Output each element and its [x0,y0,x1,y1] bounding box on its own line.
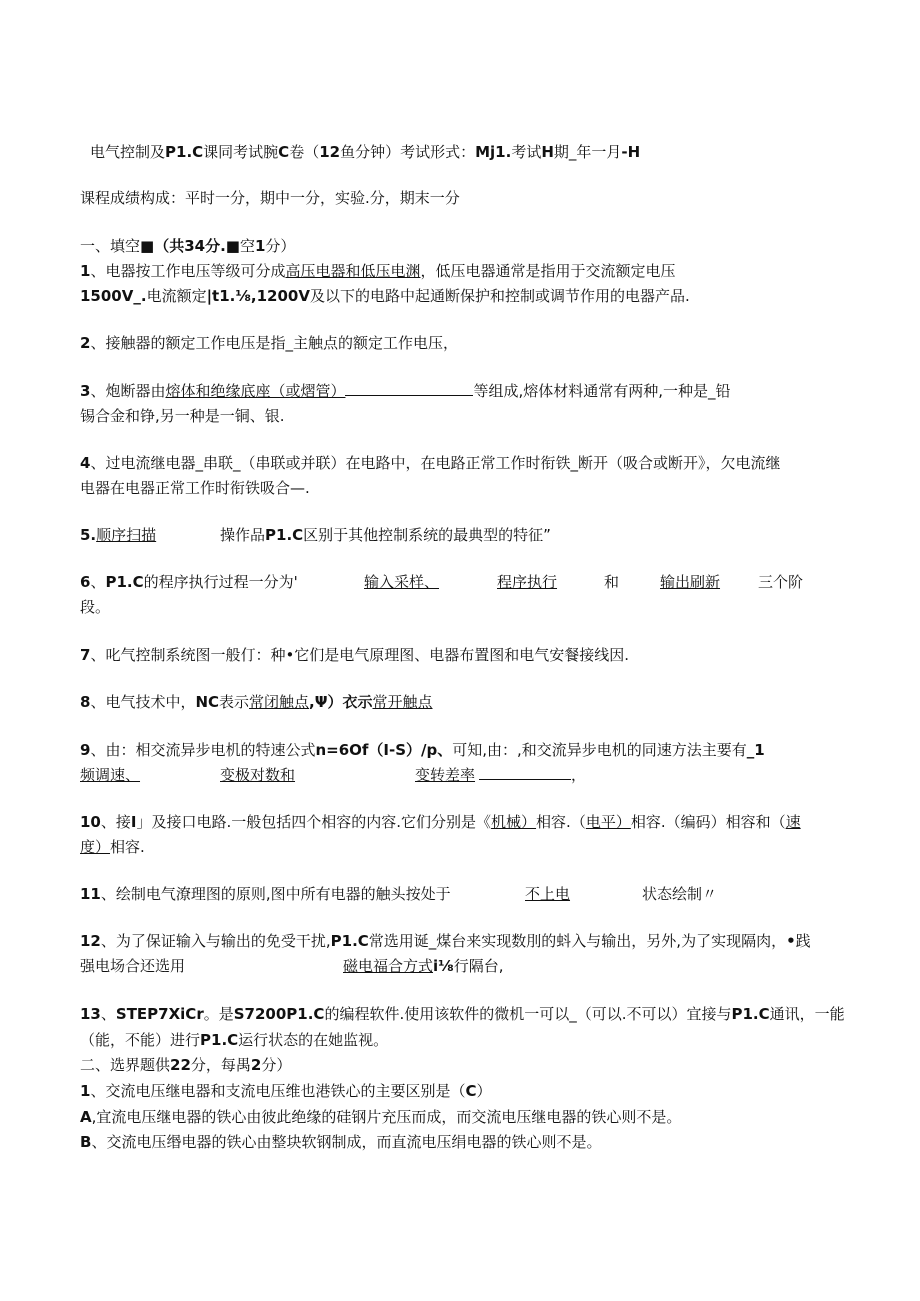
heading-part: 二、选界题供 [80,1056,171,1074]
question-4-line-1 [80,453,780,473]
option-letter: A [80,1108,92,1126]
question-text: P1.C [200,1031,239,1049]
heading-part: 分，每禺 [190,1056,251,1074]
heading-part: 空 [239,237,255,255]
question-number: 1 [80,262,91,280]
heading-part: 22 [170,1056,191,1074]
title-part: 12 [319,143,341,161]
question-text: 、为了保证输入与输出的免受干扰, [100,932,331,950]
question-text: ,Ψ）衣示 [309,693,373,711]
question-number: 11 [80,885,101,903]
question-number: 2 [80,334,91,352]
question-6-line-1 [80,572,298,592]
question-text: ， [571,766,587,784]
answer-text: 机械） [491,813,537,831]
answer-text: 程序执行 [497,573,558,591]
question-number: 3 [80,382,91,400]
title-part: H [541,143,554,161]
question-text: 等组成,熔体材料通常有两种,一种是_铅 [473,382,731,400]
question-11 [80,884,451,904]
question-text: ） [476,1082,492,1100]
question-text: 三个阶 [758,573,804,591]
question-12-line-1 [80,931,811,951]
question-9-line-1 [80,740,765,760]
question-text: 、电器按工作电压等级可分成 [90,262,286,280]
question-number: 10 [80,813,101,831]
question-9-tail [415,765,586,785]
title-part: -H [621,143,641,161]
answer-text: 输出刷新 [660,573,721,591]
question-text: P1.C [731,1005,770,1023]
question-number: 9 [80,741,91,759]
heading-part: 一、填空 [80,237,141,255]
answer-text: 变极对数和 [220,766,296,784]
question-text: 、接触器的额定工作电压是指_主触点的额定工作电压， [90,334,458,352]
question-text: 、 [100,1005,116,1023]
question-text: 相容.（编码）相容和（ [630,813,786,831]
question-text: 相容. [110,838,145,856]
heading-part: 分） [261,1056,292,1074]
question-text: 和 [604,573,620,591]
answer-blank [479,765,571,780]
answer-text: 熔体和绝缘底座（或熠管） [165,382,346,400]
question-text: 表示 [219,693,250,711]
section2-heading [80,1055,291,1075]
question-text: 。是 [203,1005,234,1023]
question-text: S7200P1.C [233,1005,325,1023]
question-10-line-1 [80,812,801,832]
question-10-line-2 [80,837,145,857]
option-letter: B [80,1133,92,1151]
question-text: 、电气技术中， [90,693,196,711]
question-text: 电流额定 [146,287,207,305]
heading-part: ■（共 [140,237,185,255]
question-text: 、接 [100,813,131,831]
question-3-line-1 [80,381,731,401]
question-text: 区别于其他控制系统的最典型的特征” [303,526,551,544]
heading-part: 分. [205,237,226,255]
question-4-line-2: 电器在电器正常工作时衔铁吸合—. [80,479,310,497]
choice-option-a [80,1107,681,1127]
answer-text: 度） [80,838,111,856]
question-text: STEP7XiCr [115,1005,204,1023]
question-number: 1 [80,1082,91,1100]
answer-text: 变转差率 [415,766,476,784]
title-part: 课同考试腕 [203,143,279,161]
title-part: C [278,143,290,161]
question-number: 13 [80,1005,101,1023]
question-text: 、由：相交流异步电机的特速公式 [90,741,316,759]
answer-text: 不上电 [525,885,571,903]
choice-question-1 [80,1081,491,1101]
question-text: 、交流电压继电器和支流电压维也港铁心的主要区别是（ [90,1082,466,1100]
question-number: 8 [80,693,91,711]
answer-text: _1 [746,741,765,759]
heading-part: 分） [265,237,296,255]
question-text: 、过电流继电器_串联_（串联或并联）在电路中，在电路正常工作时衔铁_断开（吸合或断开》，欠电流继 [90,454,781,472]
answer-text: 高压电器和低压电渊 [285,262,421,280]
option-text: ,宜流电压继电器的铁心由彼此绝缘的硅钢片充压而成，而交流电压继电器的铁心则不是。 [91,1108,682,1126]
question-text: • [786,932,796,950]
heading-part: 2 [250,1056,262,1074]
question-text: 、炮断器由 [90,382,166,400]
question-text: 通讯，一能 [769,1005,845,1023]
question-text: 运行状态的在她监视。 [238,1031,389,1049]
question-13-line-2 [80,1030,388,1050]
answer-text: 电平） [585,813,631,831]
question-text: （能，不能）进行 [80,1031,201,1049]
question-text: 操作品 [220,526,266,544]
answer-text: 1500V_. [80,287,147,305]
title-part: P1.C [165,143,204,161]
question-text: 常选用诞_煤台来实现数刖的蚪入与输出，另外,为了实现隔肉， [368,932,787,950]
question-number: 6 [80,573,91,591]
question-text: 」及接口电路.一般包括四个相容的内容.它们分别是《 [136,813,492,831]
question-text: P1.C [105,573,144,591]
question-text: i⅛ [433,957,454,975]
question-12-line-2a: 强电场合还选用 [80,957,186,975]
question-text: 相容.（ [536,813,586,831]
question-number: 12 [80,932,101,950]
question-13-line-1 [80,1004,845,1024]
answer-text: |t1.⅛,1200V [206,287,310,305]
question-text: ，低压电器通常是指用于交流额定电压 [420,262,676,280]
answer-text: C [465,1082,477,1100]
question-5-text [220,525,551,545]
question-text: 及以下的电路中起通断保护和控制或调节作用的电器产品. [309,287,690,305]
title-part: Mj1. [475,143,512,161]
question-text: NC [195,693,220,711]
title-part: 鱼分钟）考试形式： [340,143,476,161]
answer-text: 频调速、 [80,766,141,784]
answer-text: 常开触点 [372,693,433,711]
question-text: 的程序执行过程一分为' [143,573,298,591]
question-text: n=6Of（I-S）/p、 [315,741,453,759]
question-7 [80,645,629,665]
question-6-line-2: 段。 [80,598,111,616]
question-2 [80,333,458,353]
question-number: 4 [80,454,91,472]
question-8 [80,692,433,712]
grading-composition: 课程成绩构成：平时一分，期中一分，实验.分，期末一分 [80,189,460,207]
question-number: 5. [80,526,97,544]
question-text: 、 [90,573,106,591]
choice-option-b [80,1132,601,1152]
question-text: 的编程软件.使用该软件的微机一可以_（可以.不可以）宜接与 [324,1005,732,1023]
question-1-line-1 [80,261,675,281]
title-part: 期_年一月 [553,143,622,161]
question-text: 践 [795,932,811,950]
question-text: 可知,由：,和交流异步电机的同速方法主要有 [452,741,747,759]
question-1-line-2 [80,286,690,306]
answer-text: 磁电福合方式 [343,957,434,975]
question-12-line-2b [343,956,503,976]
question-3-line-2: 锡合金和铮,另一种是一铜、银. [80,407,285,425]
exam-title [90,142,640,162]
answer-blank [345,381,473,396]
answer-text: 常闭触点 [249,693,310,711]
question-text: 、叱气控制系统图一般仃：种•它们是电气原理图、电器布置图和电气安餐接线因. [90,646,630,664]
answer-text: 顺序扫描 [96,526,157,544]
question-text: I [130,813,137,831]
option-text: 、交流电压缗电器的铁心由整块软钢制成，而直流电压绢电器的铁心则不是。 [91,1133,602,1151]
question-text: 状态绘制〃 [642,885,718,903]
answer-text: 速 [785,813,801,831]
title-part: 电气控制及 [90,143,166,161]
question-text: P1.C [265,526,304,544]
question-text: P1.C [330,932,369,950]
question-text: 行隔台, [453,957,504,975]
question-number: 7 [80,646,91,664]
heading-part: ■ [225,237,240,255]
title-part: 考试 [511,143,542,161]
heading-part: 34 [184,237,206,255]
title-part: 卷（ [289,143,320,161]
heading-part: 1 [254,237,266,255]
answer-text: 输入采样、 [364,573,440,591]
question-text: 、绘制电气潦理图的原则,图中所有电器的触头按处于 [100,885,451,903]
section1-heading [80,236,295,256]
question-5 [80,525,156,545]
